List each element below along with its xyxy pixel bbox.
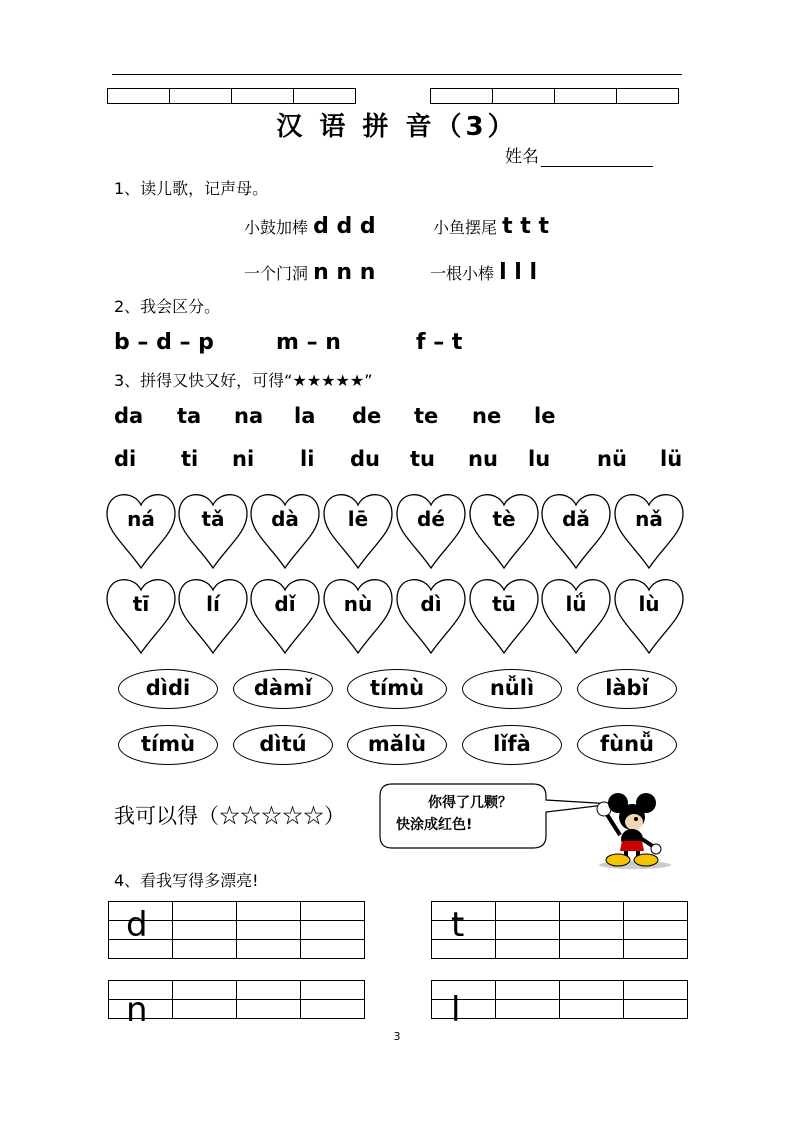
distinguish-pair-2: m – n xyxy=(276,330,341,355)
rhyme-text: 小鱼摆尾 xyxy=(433,218,498,237)
heart-card[interactable] xyxy=(323,490,393,570)
writing-grid[interactable] xyxy=(431,901,687,959)
heart-syllable: dǐ xyxy=(274,592,296,616)
mickey-mouse-icon xyxy=(590,793,680,871)
word-oval[interactable]: lǐfà xyxy=(462,725,562,765)
model-letter: t xyxy=(451,905,465,945)
syllable: na xyxy=(234,404,264,428)
model-letter: l xyxy=(451,990,461,1030)
score-stars-label[interactable]: 我可以得（☆☆☆☆☆） xyxy=(114,804,345,828)
word-oval[interactable]: fùnǚ xyxy=(577,725,677,765)
syllable: lü xyxy=(660,447,683,471)
rhyme-letters: d d d xyxy=(313,214,376,239)
word-oval[interactable]: tímù xyxy=(347,669,447,709)
heart-card[interactable] xyxy=(250,575,320,655)
section1-heading: 1、读儿歌，记声母。 xyxy=(114,179,269,198)
heart-syllable: dǎ xyxy=(562,507,590,531)
heart-card[interactable] xyxy=(541,490,611,570)
writing-grid[interactable] xyxy=(108,901,364,959)
word-oval[interactable]: nǚlì xyxy=(462,669,562,709)
heart-card[interactable] xyxy=(106,575,176,655)
heart-syllable: tī xyxy=(132,592,150,616)
section4-heading: 4、看我写得多漂亮! xyxy=(114,871,259,890)
name-line[interactable] xyxy=(541,148,653,167)
rhyme-2 xyxy=(433,214,549,239)
section3-heading: 3、拼得又快又好，可得“★★★★★” xyxy=(114,371,373,390)
word-oval[interactable]: làbǐ xyxy=(577,669,677,709)
rhyme-letters: l l l xyxy=(499,260,538,285)
word-oval[interactable]: tímù xyxy=(118,725,218,765)
bubble-line-2: 快涂成红色! xyxy=(396,817,473,833)
syllable: te xyxy=(414,404,439,428)
heart-syllable: dà xyxy=(271,507,299,531)
syllable: ta xyxy=(177,404,202,428)
syllable: du xyxy=(350,447,380,471)
heart-syllable: tū xyxy=(492,592,516,616)
name-label: 姓名 xyxy=(505,147,539,167)
word-oval[interactable]: dàmǐ xyxy=(233,669,333,709)
syllable: tu xyxy=(410,447,435,471)
syllable: ni xyxy=(232,447,255,471)
word-oval[interactable]: dìdi xyxy=(118,669,218,709)
heart-card[interactable] xyxy=(250,490,320,570)
distinguish-pair-3: f – t xyxy=(416,330,463,355)
heart-card[interactable] xyxy=(106,490,176,570)
rhyme-text: 一根小棒 xyxy=(430,264,495,283)
syllable: nü xyxy=(597,447,627,471)
syllable: la xyxy=(294,404,316,428)
page-number: 3 xyxy=(393,1030,401,1043)
heart-syllable: lǘ xyxy=(565,592,587,616)
heart-card[interactable] xyxy=(541,575,611,655)
heart-card[interactable] xyxy=(614,490,684,570)
heart-syllable: tǎ xyxy=(201,507,225,531)
syllable: le xyxy=(534,404,556,428)
heart-syllable: ná xyxy=(127,507,155,531)
heart-syllable: dì xyxy=(420,592,442,616)
heart-card[interactable] xyxy=(323,575,393,655)
heart-syllable: nù xyxy=(343,592,373,616)
heart-syllable: lē xyxy=(347,507,369,531)
rhyme-1 xyxy=(244,214,376,239)
heart-card[interactable] xyxy=(396,490,466,570)
header-boxes-left xyxy=(108,88,356,104)
bubble-line-1: 你得了几颗？ xyxy=(428,795,512,811)
heart-syllable: nǎ xyxy=(635,507,663,531)
model-letter: n xyxy=(126,990,148,1030)
syllable: de xyxy=(352,404,382,428)
syllable: di xyxy=(114,447,137,471)
heart-card[interactable] xyxy=(614,575,684,655)
name-field xyxy=(505,142,653,167)
heart-syllable: tè xyxy=(492,507,516,531)
heart-card[interactable] xyxy=(178,490,248,570)
syllable: da xyxy=(114,404,144,428)
heart-card[interactable] xyxy=(469,575,539,655)
syllable: ti xyxy=(181,447,199,471)
page-title: 汉 语 拼 音（3） xyxy=(276,112,518,142)
heart-card[interactable] xyxy=(469,490,539,570)
syllable: nu xyxy=(468,447,498,471)
distinguish-pair-1: b – d – p xyxy=(114,330,214,355)
word-oval[interactable]: mǎlù xyxy=(347,725,447,765)
word-oval[interactable]: dìtú xyxy=(233,725,333,765)
heart-syllable: dé xyxy=(417,507,445,531)
section2-heading: 2、我会区分。 xyxy=(114,297,221,316)
heart-card[interactable] xyxy=(396,575,466,655)
syllable: lu xyxy=(528,447,551,471)
rhyme-text: 小鼓加棒 xyxy=(244,218,309,237)
header-rule xyxy=(112,74,682,75)
heart-syllable: lí xyxy=(206,592,220,616)
heart-syllable: lù xyxy=(638,592,660,616)
header-boxes-right xyxy=(431,88,679,104)
rhyme-letters: t t t xyxy=(502,214,549,239)
rhyme-text: 一个门洞 xyxy=(244,264,309,283)
rhyme-3 xyxy=(244,260,375,285)
syllable: ne xyxy=(472,404,502,428)
syllable: li xyxy=(300,447,315,471)
heart-card[interactable] xyxy=(178,575,248,655)
rhyme-4 xyxy=(430,260,537,285)
model-letter: d xyxy=(126,905,148,945)
rhyme-letters: n n n xyxy=(313,260,376,285)
